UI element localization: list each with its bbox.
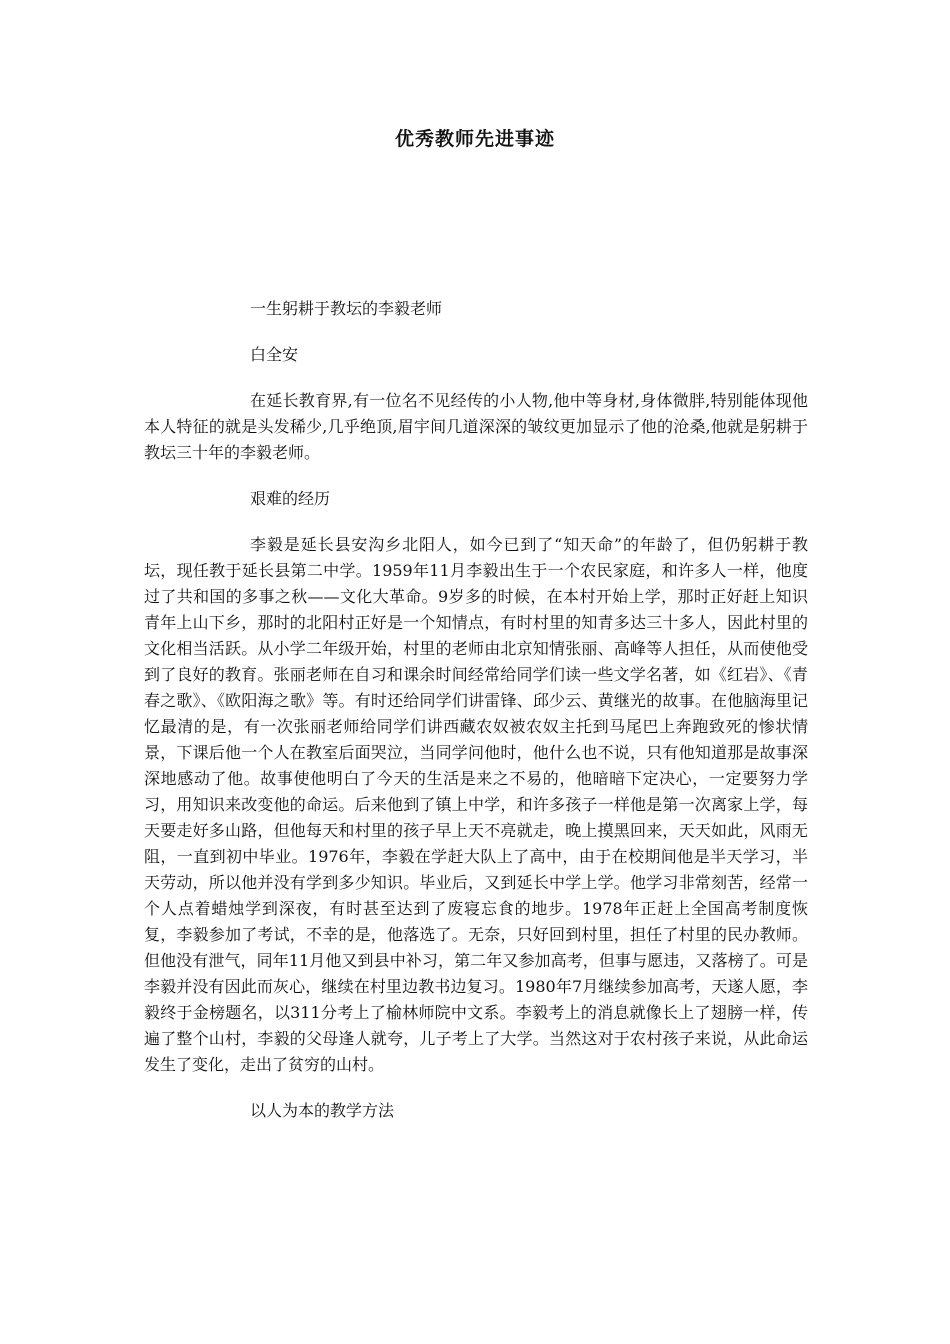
section-heading-experience: 艰难的经历 <box>250 489 331 508</box>
author-name: 白全安 <box>250 345 299 364</box>
section-heading-teaching-method: 以人为本的教学方法 <box>250 1101 395 1120</box>
document-title: 优秀教师先进事迹 <box>394 128 555 150</box>
intro-paragraph: 在延长教育界,有一位名不见经传的小人物,他中等身材,身体微胖,特别能体现他本人特征的就是头发稀少,几乎绝顶,眉宇间几道深深的皱纹更加显示了他的沧桑,他就是躬耕于教坛三十年的李毅老师。 <box>144 391 808 462</box>
document-body <box>144 296 808 1144</box>
section-paragraph-experience: 李毅是延长县安沟乡北阳人，如今已到了“知天命”的年龄了，但仍躬耕于教坛，现任教于延长县第二中学。1959年11月李毅出生于一个农民家庭，和许多人一样，他度过了共和国的多事之秋——文化大革命。9岁多的时候，在本村开始上学，那时正好赶上知识青年上山下乡，那时的北阳村正好是一个知情点，有时村里的知青多达三十多人，因此村里的文化相当活跃。从小学二年级开始，村里的老师由北京知情张丽、高峰等人担任，从而使他受到了良好的教育。张丽老师在自习和课余时间经常给同学们读一些文学名著，如《红岩》、《青春之歌》、《欧阳海之歌》等。有时还给同学们讲雷锋、邱少云、黄继光的故事。在他脑海里记忆最清的是，有一次张丽老师给同学们讲西藏农奴被农奴主托到马尾巴上奔跑致死的惨状情景，下课后他一个人在教室后面哭泣，当同学问他时，他什么也不说，只有他知道那是故事深深地感动了他。故事使他明白了今天的生活是来之不易的，他暗暗下定决心，一定要努力学习，用知识来改变他的命运。后来他到了镇上中学，和许多孩子一样他是第一次离家上学，每天要走好多山路，但他每天和村里的孩子早上天不亮就走，晚上摸黑回来，天天如此，风雨无阻，一直到初中毕业。1976年，李毅在学赶大队上了高中，由于在校期间他是半天学习，半天劳动，所以他并没有学到多少知识。毕业后，又到延长中学上学。他学习非常刻苦，经常一个人点着蜡烛学到深夜，有时甚至达到了废寝忘食的地步。1978年正赶上全国高考制度恢复，李毅参加了考试，不幸的是，他落选了。无奈，只好回到村里，担任了村里的民办教师。但他没有泄气，同年11月他又到县中补习，第二年又参加高考，但事与愿违，又落榜了。可是李毅并没有因此而灰心，继续在村里边教书边复习。1980年7月继续参加高考，天遂人愿，李毅终于金榜题名，以311分考上了榆林师院中文系。李毅考上的消息就像长上了翅膀一样，传遍了整个山村，李毅的父母逢人就夸，儿子考上了大学。当然这对于农村孩子来说，从此命运发生了变化，走出了贫穷的山村。 <box>144 535 808 1074</box>
article-title: 一生躬耕于教坛的李毅老师 <box>250 299 443 318</box>
